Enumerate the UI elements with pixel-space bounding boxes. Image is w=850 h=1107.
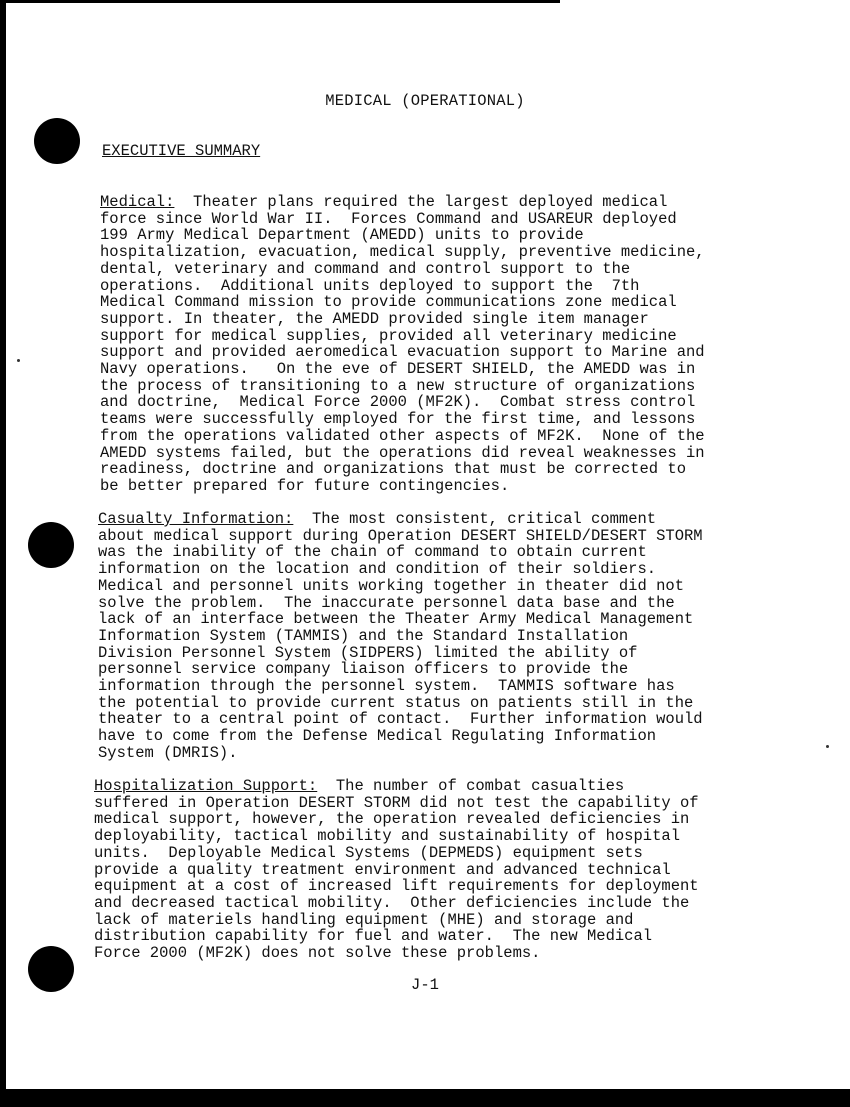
- paragraph-hospitalization-support: [94, 778, 774, 962]
- page-number: J-1: [411, 976, 439, 994]
- scan-speck: [17, 359, 20, 362]
- paragraph-lead: Hospitalization Support:: [94, 777, 318, 795]
- scan-top-edge: [0, 0, 560, 3]
- paragraph-lead: Medical:: [100, 193, 175, 211]
- paragraph-body: The number of combat casualties suffered in Operation DESERT STORM did not test the capability of medical support, however, the operation revealed deficiencies in deployability, tactical mobility and sustainability of hospital units. Deployable Medical Systems (DEPMEDS) equipment sets provide a quality treatment environment and advanced technical equipment at a cost of increased lift requirements for deployment and decreased tactical mobility. Other deficiencies include the lack of materiels handling equipment (MHE) and storage and distribution capability for fuel and water. The new Medical Force 2000 (MF2K) does not solve these problems.: [94, 777, 699, 963]
- paragraph-body: The most consistent, critical comment about medical support during Operation DESERT SHIELD/DESERT STORM was the inability of the chain of command to obtain current information on the location and condition of their soldiers. Medical and personnel units working together in theater did not solve the problem. The inaccurate personnel data base and the lack of an interface between the Theater Army Medical Management Information System (TAMMIS) and the Standard Installation Division Personnel System (SIDPERS) limited the ability of personnel service company liaison officers to provide the information through the personnel system. TAMMIS software has the potential to provide current status on patients still in the theater to a central point of contact. Further information would have to come from the Defense Medical Regulating Information System (DMRIS).: [98, 510, 703, 762]
- scan-bottom-edge: [0, 1089, 850, 1107]
- page-title: MEDICAL (OPERATIONAL): [325, 92, 525, 110]
- scan-speck: [826, 745, 829, 748]
- paragraph-medical: [100, 194, 780, 495]
- paragraph-casualty-information: [98, 511, 778, 762]
- paragraph-body: Theater plans required the largest deployed medical force since World War II. Forces Command and USAREUR deployed 199 Army Medical Department (AMEDD) units to provide hospitalization, evacuation, medical supply, preventive medicine, dental, veterinary and command and control support to the operations. Additional units deployed to support the 7th Medical Command mission to provide communications zone medical support. In theater, the AMEDD provided single item manager support for medical supplies, provided all veterinary medicine support and provided aeromedical evacuation support to Marine and Navy operations. On the eve of DESERT SHIELD, the AMEDD was in the process of transitioning to a new structure of organizations and doctrine, Medical Force 2000 (MF2K). Combat stress control teams were successfully employed for the first time, and lessons from the operations validated other aspects of MF2K. None of the AMEDD systems failed, but the operations did reveal weaknesses in readiness, doctrine and organizations that must be corrected to be better prepared for future contingencies.: [100, 193, 705, 495]
- paragraph-lead: Casualty Information:: [98, 510, 294, 528]
- section-heading: EXECUTIVE SUMMARY: [102, 142, 261, 160]
- scan-left-edge: [0, 0, 6, 1107]
- punch-hole-middle: [28, 522, 74, 568]
- punch-hole-top: [34, 118, 80, 164]
